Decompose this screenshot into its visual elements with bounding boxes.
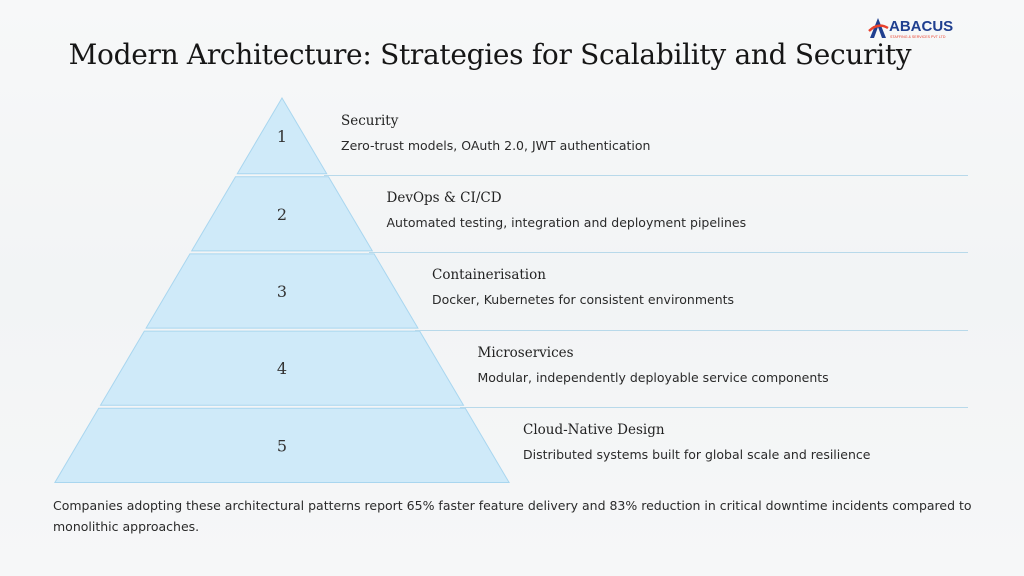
tier-number-1: 1 bbox=[276, 126, 288, 146]
tier-number-5: 5 bbox=[276, 436, 288, 456]
tier-divider bbox=[369, 252, 968, 253]
tier-divider bbox=[460, 407, 968, 408]
brand-name: ABACUS bbox=[889, 18, 954, 35]
tier-title: Microservices bbox=[477, 344, 574, 361]
tier-row-5 bbox=[523, 422, 1024, 462]
tier-title: DevOps & CI/CD bbox=[386, 190, 502, 207]
tier-title: Cloud-Native Design bbox=[523, 421, 665, 438]
footer-note: Companies adopting these architectural patterns report 65% faster feature delivery and 83% reduction in critical downtime incidents compared to monolithic approaches. bbox=[53, 498, 972, 534]
tier-title: Security bbox=[341, 113, 399, 129]
tier-divider bbox=[415, 330, 968, 331]
tier-title: Containerisation bbox=[432, 267, 546, 284]
page-title: Modern Architecture: Strategies for Scalability and Security bbox=[68, 38, 912, 71]
tier-description: Docker, Kubernetes for consistent environments bbox=[432, 292, 735, 308]
brand-tagline: STAFFING & SERVICES PVT LTD bbox=[890, 35, 946, 39]
tier-row-3 bbox=[432, 267, 1024, 307]
tier-description: Automated testing, integration and deployment pipelines bbox=[386, 215, 747, 231]
tier-row-2 bbox=[387, 190, 987, 230]
tier-description: Zero-trust models, OAuth 2.0, JWT authentication bbox=[341, 138, 651, 153]
tier-description: Distributed systems built for global scale and resilience bbox=[523, 446, 871, 462]
tier-row-4 bbox=[478, 345, 1024, 385]
tier-number-2: 2 bbox=[276, 204, 288, 224]
tier-number-3: 3 bbox=[276, 282, 288, 301]
tier-number-4: 4 bbox=[276, 359, 288, 379]
tier-description: Modular, independently deployable service components bbox=[477, 369, 829, 385]
tier-divider bbox=[324, 175, 968, 176]
tier-row-1 bbox=[341, 113, 941, 153]
